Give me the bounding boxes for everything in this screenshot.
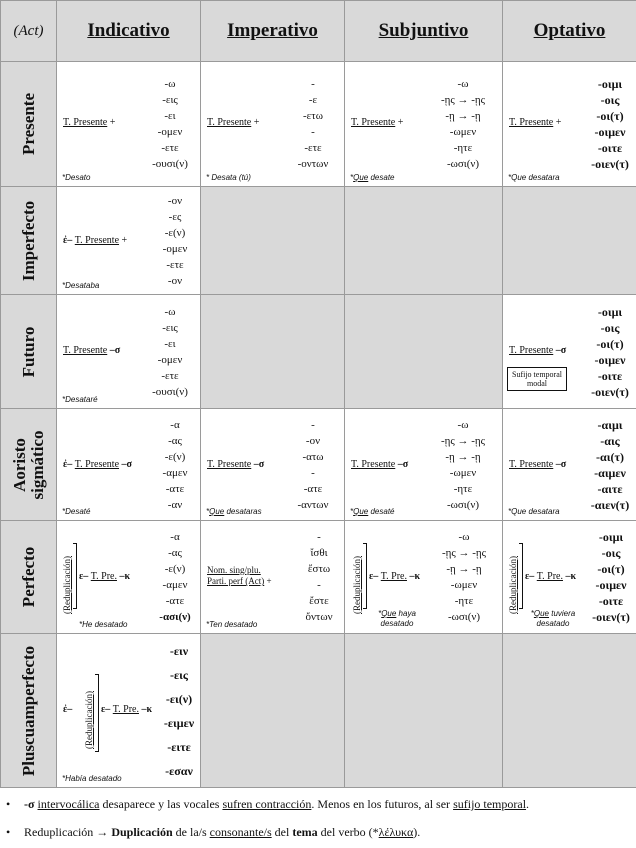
cell-perfecto-indicativo: (Reduplicación) ε– T. Pre. –κ -α -ας -ε(ν) -αμεν -ατε -ασι(ν) *He desatado — [57, 521, 201, 634]
note-reduplicacion: • Reduplicación → Duplicación de la/s consonante/s del tema del verbo (*λέλυκα). — [6, 825, 421, 839]
mood-imperativo: Imperativo — [201, 1, 345, 62]
mood-indicativo: Indicativo — [57, 1, 201, 62]
tense-pluscuamperfecto: Pluscuamperfecto — [1, 634, 57, 788]
cell-presente-optativo: T. Presente + -οιμι -οις -οι(τ) -οιμεν -οιτε -οιεν(τ) *Que desatara — [503, 62, 636, 187]
cell-empty — [345, 634, 503, 788]
tense-presente: Presente — [1, 62, 57, 187]
cell-futuro-optativo: T. Presente –σ Sufijo temporal modal -οιμι -οις -οι(τ) -οιμεν -οιτε -οιεν(τ) — [503, 295, 636, 409]
tense-imperfecto: Imperfecto — [1, 187, 57, 295]
cell-aoristo-indicativo: ἐ– T. Presente –σ -α -ας -ε(ν) -αμεν -ατε -αν *Desaté — [57, 409, 201, 521]
sufijo-temporal-box: Sufijo temporal modal — [507, 367, 567, 391]
mood-optativo: Optativo — [503, 1, 636, 62]
tense-aoristo-sigmatico: Aoristo sigmático — [1, 409, 57, 521]
cell-presente-subjuntivo: T. Presente + -ω -ῃς → -ῃς -ῃ → -ῃ -ωμεν -ητε -ωσι(ν) *Que desate — [345, 62, 503, 187]
cell-empty — [201, 187, 345, 295]
reduplicacion-label: (Reduplicación) — [62, 556, 72, 614]
cell-empty — [503, 634, 636, 788]
cell-pluscuam-indicativo: ἐ– (Reduplicación) ε– T. Pre. –κ -ειν -εις -ει(ν) -ειμεν -ειτε -εσαν *Había desatado — [57, 634, 201, 788]
cell-perfecto-subjuntivo: (Reduplicación) ε– T. Pre. –κ -ω -ῃς → -ῃς -ῃ → -ῃ -ωμεν -ητε -ωσι(ν) *Que haya desatado — [345, 521, 503, 634]
cell-aoristo-optativo: T. Presente –σ -αιμι -αις -αι(τ) -αιμεν -αιτε -αιεν(τ) *Que desatara — [503, 409, 636, 521]
cell-empty — [345, 295, 503, 409]
mood-subjuntivo: Subjuntivo — [345, 1, 503, 62]
cell-presente-imperativo: T. Presente + - -ε -ετω - -ετε -οντων * Desata (tú) — [201, 62, 345, 187]
cell-perfecto-imperativo: Nom. sing/plu. Parti. perf (Act) + - ἴσθι ἔστω - ἔστε ὄντων *Ten desatado — [201, 521, 345, 634]
cell-empty — [201, 295, 345, 409]
cell-perfecto-optativo: (Reduplicación) ε– T. Pre. –κ -οιμι -οις -οι(τ) -οιμεν -οιτε -οιεν(τ) *Que tuviera desatado — [503, 521, 636, 634]
cell-futuro-indicativo: T. Presente –σ -ω -εις -ει -ομεν -ετε -ουσι(ν) *Desataré — [57, 295, 201, 409]
cell-empty — [201, 634, 345, 788]
cell-aoristo-subjuntivo: T. Presente –σ -ω -ῃς → -ῃς -ῃ → -ῃ -ωμεν -ητε -ωσι(ν) *Que desaté — [345, 409, 503, 521]
cell-empty — [345, 187, 503, 295]
cell-empty — [503, 187, 636, 295]
tense-futuro: Futuro — [1, 295, 57, 409]
voice-label: (Act) — [1, 1, 57, 62]
cell-presente-indicativo: T. Presente + -ω -εις -ει -ομεν -ετε -ουσι(ν) *Desato — [57, 62, 201, 187]
note-sigma: • -σ intervocálica desaparece y las vocales sufren contracción. Menos en los futuros, al ser sufijo temporal. — [6, 797, 530, 811]
tense-perfecto: Perfecto — [1, 521, 57, 634]
cell-aoristo-imperativo: T. Presente –σ - -ον -ατω - -ατε -αντων *Que desataras — [201, 409, 345, 521]
cell-imperfecto-indicativo: ἐ– T. Presente + -ον -ες -ε(ν) -ομεν -ετε -ον *Desataba — [57, 187, 201, 295]
